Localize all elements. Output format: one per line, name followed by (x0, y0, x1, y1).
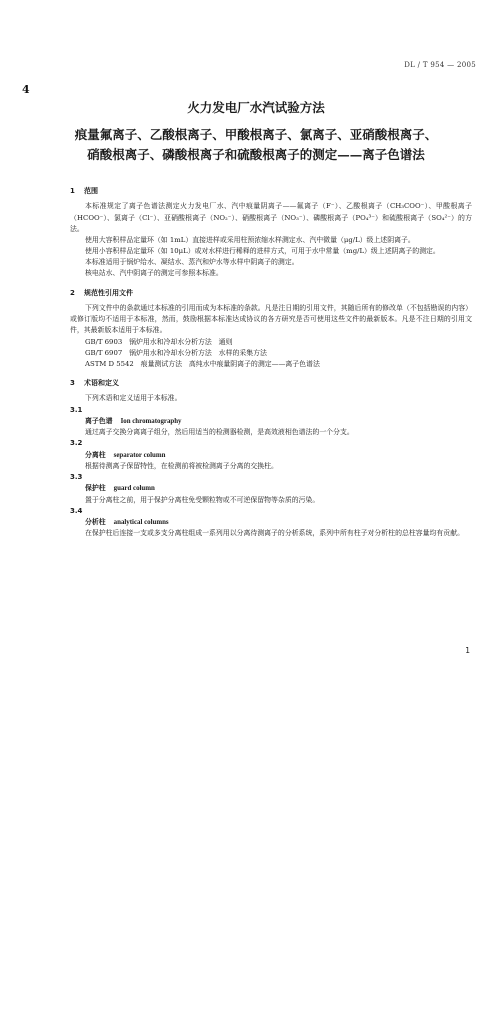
term-name-en: guard column (113, 485, 155, 493)
scope-paragraph: 核电站水、汽中阴离子的测定可参照本标准。 (85, 269, 223, 278)
section-heading-terms (70, 378, 472, 389)
scope-paragraph: 本标准适用于锅炉给水、凝结水、蒸汽和炉水等水样中阴离子的测定。 (85, 258, 299, 267)
section-number: 2 (70, 288, 75, 297)
term-name-en: analytical columns (113, 519, 169, 527)
term-number: 3.1 (70, 405, 83, 414)
scope-paragraph: 使用大容积样品定量环（如 1mL）直接进样或采用柱预浓缩水样测定水、汽中微量（μg/L）级上述阴离子。 (85, 235, 415, 244)
term-name (70, 450, 472, 461)
term-definition: 通过离子交换分离离子组分，然后用适当的检测器检测，是高效液相色谱法的一个分支。 (85, 428, 354, 437)
term-definition: 在保护柱后连接一支或多支分离柱组成一系列用以分离待测离子的分析系统，系列中所有柱子对分析柱的总柱容量均有贡献。 (85, 529, 464, 538)
term-name (70, 517, 472, 528)
title-sub-line-2: 硝酸根离子、磷酸根离子和硫酸根离子的测定——离子色谱法 (87, 146, 425, 162)
corner-mark: 4 (22, 83, 30, 96)
document-body (70, 186, 472, 539)
term-name-cn: 分离柱 (85, 450, 106, 459)
title-main: 火力发电厂水汽试验方法 (187, 100, 325, 115)
scope-paragraph: 使用小容积样品定量环（如 10μL）或对水样进行稀释的进样方式，可用于水中常量（mg/L）级上述阴离子的测定。 (85, 247, 440, 256)
term-name-cn: 离子色谱 (85, 416, 113, 425)
reference-item: GB/T 6903 锅炉用水和冷却水分析方法 通则 (85, 337, 233, 346)
term-name-en: Ion chromatography (120, 417, 182, 425)
section-number: 3 (70, 379, 75, 388)
normative-paragraph: 下列文件中的条款通过本标准的引用而成为本标准的条款。凡是注日期的引用文件，其随后所有的修改单（不包括勘误的内容）或修订版均不适用于本标准，然而，鼓励根据本标准达成协议的各方研究是否可使用这些文件的最新版本。凡是不注日期的引用文件，其最新版本适用于本标准。 (70, 303, 472, 335)
term-definition: 置于分离柱之前，用于保护分离柱免受颗粒物或不可逆保留物等杂质的污染。 (85, 495, 320, 504)
section-heading-normative-references (70, 288, 472, 299)
section-title: 术语和定义 (84, 379, 119, 388)
term-name (70, 483, 472, 494)
reference-item: ASTM D 5542 痕量测试方法 高纯水中痕量阴离子的测定——离子色谱法 (85, 359, 320, 368)
section-title: 规范性引用文件 (84, 288, 133, 297)
title-block (56, 100, 456, 165)
terms-intro: 下列术语和定义适用于本标准。 (85, 394, 182, 403)
term-definition: 根据待测离子保留特性，在检测前将被检测离子分离的交换柱。 (85, 461, 278, 470)
term-number: 3.3 (70, 473, 83, 482)
term-name-cn: 保护柱 (85, 484, 106, 493)
term-number: 3.2 (70, 439, 83, 448)
reference-item: GB/T 6907 锅炉用水和冷却水分析方法 水样的采集方法 (85, 348, 267, 357)
terms-list (70, 405, 472, 540)
scope-paragraph: 本标准规定了离子色谱法测定火力发电厂水、汽中痕量阴离子——氟离子（F⁻）、乙酸根离子（CH₃COO⁻）、甲酸根离子（HCOO⁻）、氯离子（Cl⁻）、亚硝酸根离子（NO₂⁻）、硝酸根离子（NO₃⁻）、磷酸根离子（PO₄³⁻）和硫酸根离子（SO₄²⁻）的方法。 (70, 202, 472, 233)
title-sub-line-1: 痕量氟离子、乙酸根离子、甲酸根离子、氯离子、亚硝酸根离子、 (74, 126, 438, 142)
term-number: 3.4 (70, 506, 83, 515)
term-name-cn: 分析柱 (85, 518, 106, 527)
page-number: 1 (465, 646, 470, 655)
standard-code: DL / T 954 — 2005 (404, 61, 476, 69)
section-number: 1 (70, 187, 75, 195)
term-name-en: separator column (113, 451, 166, 459)
section-title: 范围 (84, 187, 98, 195)
section-heading-scope (70, 186, 472, 197)
term-name (70, 416, 472, 427)
